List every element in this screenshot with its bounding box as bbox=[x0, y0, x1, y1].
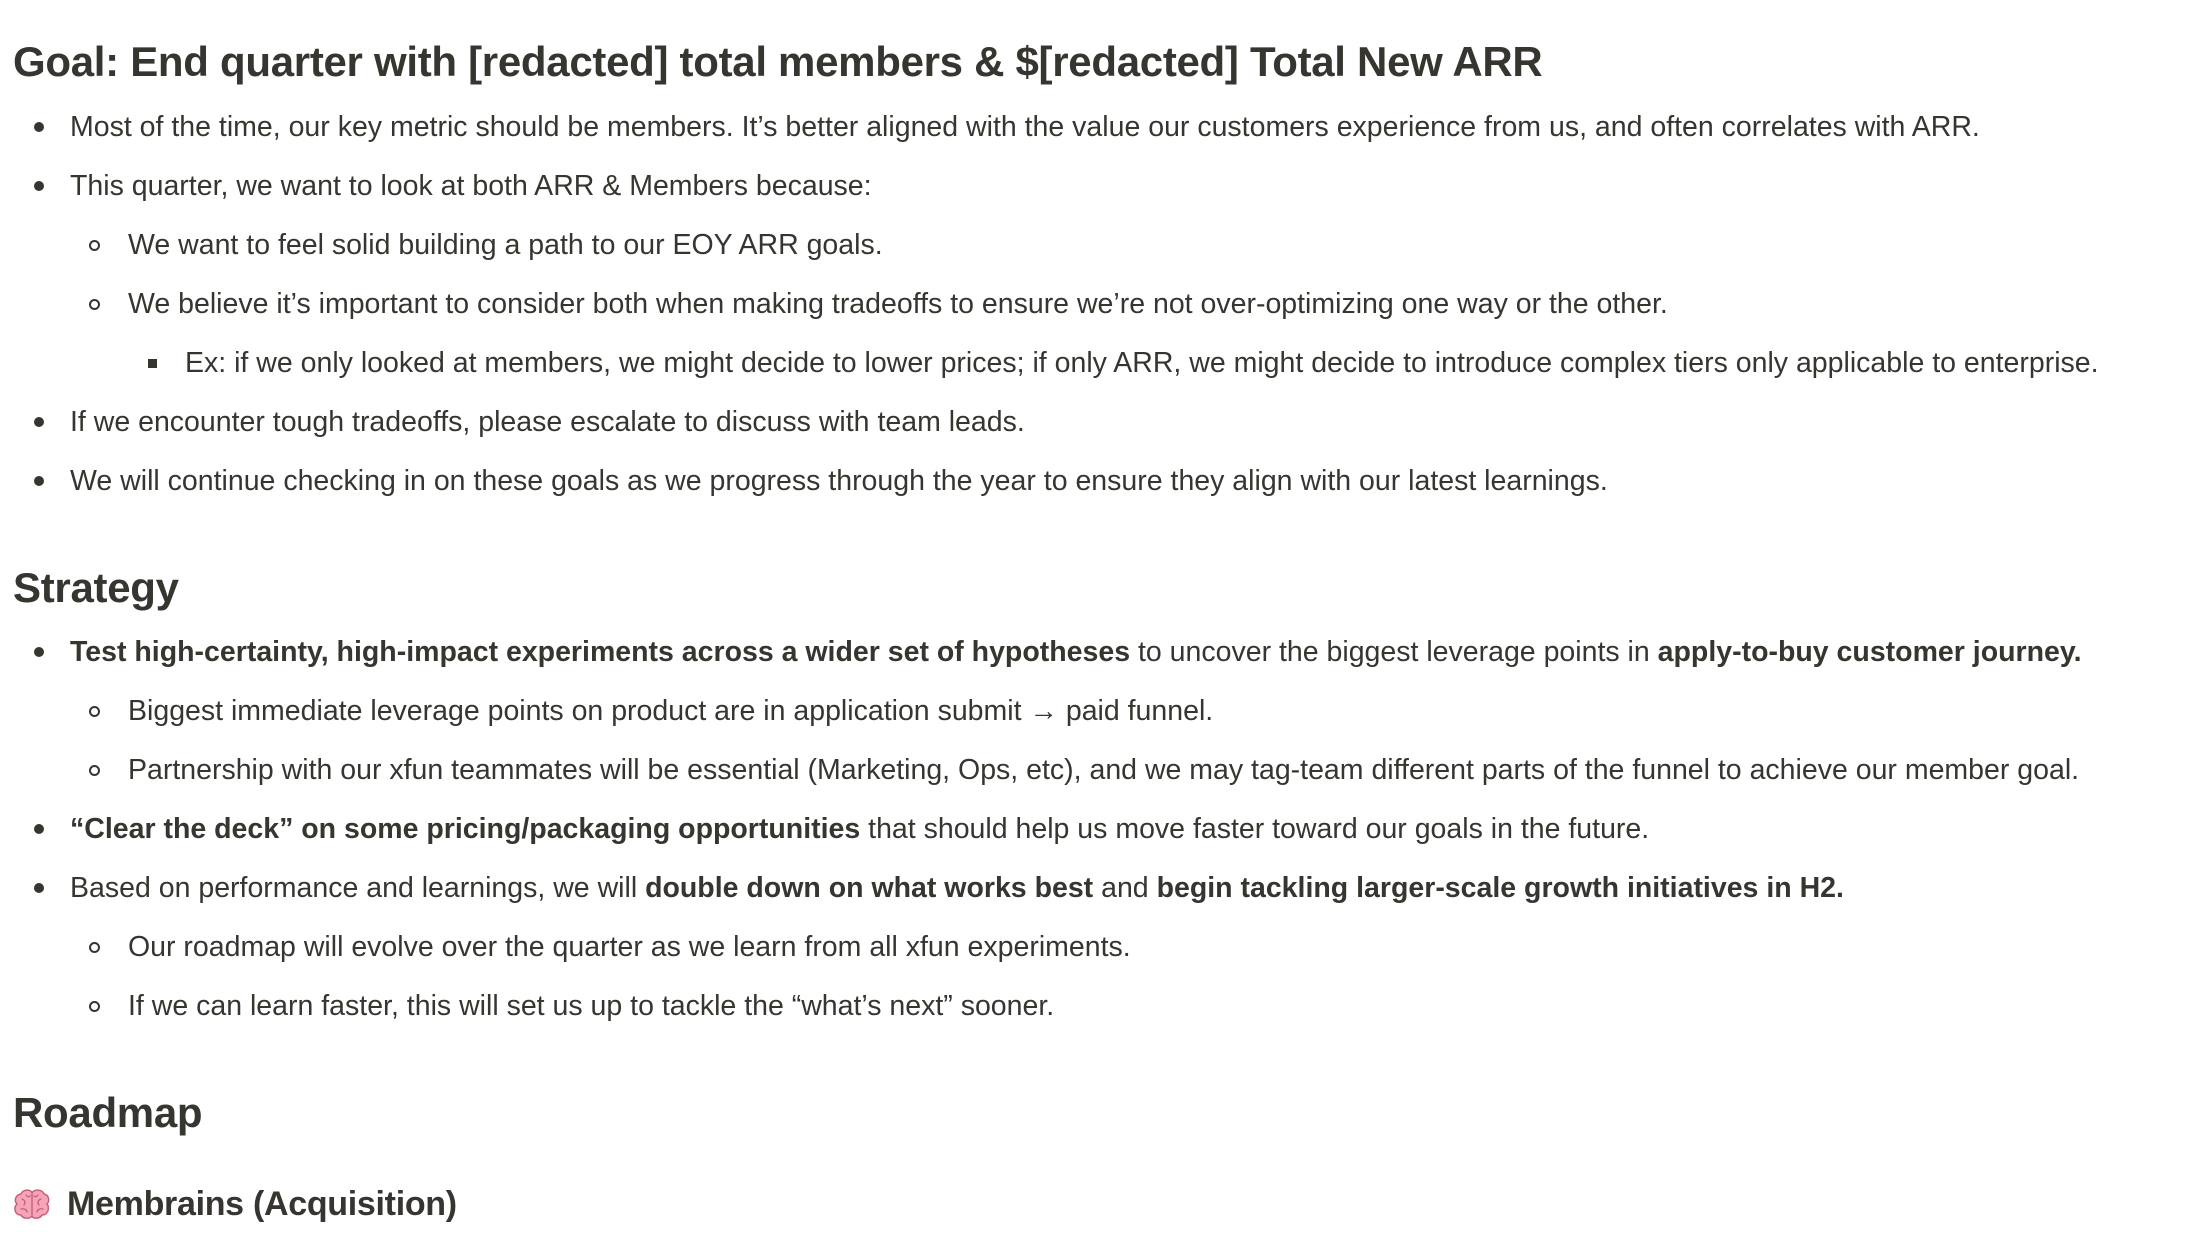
list-item bbox=[0, 691, 1213, 731]
list-item-text: Most of the time, our key metric should be members. It’s better aligned with the value our customers experience from us, and often correlates with ARR. bbox=[70, 111, 1980, 143]
bullet-circle bbox=[84, 750, 104, 790]
list-item bbox=[0, 868, 1844, 908]
membrains-heading bbox=[13, 1180, 457, 1228]
strategy-heading: Strategy bbox=[13, 564, 179, 611]
list-item bbox=[0, 343, 2099, 383]
bullet-disc bbox=[29, 809, 49, 849]
list-item-text: We believe it’s important to consider both when making tradeoffs to ensure we’re not over-optimizing one way or the other. bbox=[128, 288, 1668, 320]
bullet-disc bbox=[29, 107, 49, 147]
bullet-circle bbox=[84, 986, 104, 1026]
plain-text: Based on performance and learnings, we will bbox=[70, 872, 646, 904]
bullet-disc bbox=[29, 166, 49, 206]
list-item bbox=[0, 225, 883, 265]
list-item-text: This quarter, we want to look at both ARR & Members because: bbox=[70, 170, 872, 202]
list-item-text bbox=[70, 813, 1649, 845]
bold-text: Test high-certainty, high-impact experiments across a wider set of hypotheses bbox=[70, 636, 1131, 668]
list-item-text bbox=[70, 872, 1844, 904]
list-item bbox=[0, 166, 872, 206]
list-item-text: Ex: if we only looked at members, we might decide to lower prices; if only ARR, we might decide to introduce complex tiers only applicable to enterprise. bbox=[185, 347, 2099, 379]
list-item bbox=[0, 927, 1131, 967]
list-item-text: Biggest immediate leverage points on product are in application submit → paid funnel. bbox=[128, 695, 1214, 727]
list-item bbox=[0, 107, 1980, 147]
bullet-disc bbox=[29, 632, 49, 672]
bold-text: begin tackling larger-scale growth initiatives in H2. bbox=[1156, 872, 1844, 904]
list-item bbox=[0, 632, 2082, 672]
list-item-text: Our roadmap will evolve over the quarter as we learn from all xfun experiments. bbox=[128, 931, 1131, 963]
bullet-circle bbox=[84, 927, 104, 967]
list-item-text bbox=[70, 636, 2082, 668]
goal-heading: Goal: End quarter with [redacted] total members & $[redacted] Total New ARR bbox=[13, 38, 1543, 85]
list-item-text: If we encounter tough tradeoffs, please escalate to discuss with team leads. bbox=[70, 406, 1025, 438]
list-item bbox=[0, 986, 1054, 1026]
list-item-text: We want to feel solid building a path to our EOY ARR goals. bbox=[128, 229, 883, 261]
bullet-disc bbox=[29, 461, 49, 501]
bold-text: “Clear the deck” on some pricing/packaging opportunities bbox=[70, 813, 861, 845]
plain-text: to uncover the biggest leverage points in bbox=[1130, 636, 1658, 668]
list-item bbox=[0, 809, 1649, 849]
bullet-circle bbox=[84, 284, 104, 324]
sub-heading-text: Membrains (Acquisition) bbox=[67, 1185, 457, 1223]
bold-text: double down on what works best bbox=[645, 872, 1094, 904]
bullet-disc bbox=[29, 402, 49, 442]
list-item bbox=[0, 402, 1025, 442]
bullet-square bbox=[142, 343, 162, 383]
bullet-circle bbox=[84, 225, 104, 265]
list-item-text: Partnership with our xfun teammates will be essential (Marketing, Ops, etc), and we may tag-team different parts of the funnel to achieve our member goal. bbox=[128, 754, 2080, 786]
list-item-text: If we can learn faster, this will set us up to tackle the “what’s next” sooner. bbox=[128, 990, 1055, 1022]
bullet-disc bbox=[29, 868, 49, 908]
list-item-text: We will continue checking in on these goals as we progress through the year to ensure they align with our latest learnings. bbox=[70, 465, 1608, 497]
list-item bbox=[0, 284, 1668, 324]
brain-icon bbox=[13, 1188, 51, 1220]
list-item bbox=[0, 750, 2079, 790]
roadmap-heading: Roadmap bbox=[13, 1089, 203, 1136]
plain-text: and bbox=[1093, 872, 1157, 904]
list-item bbox=[0, 461, 1608, 501]
bold-text: apply-to-buy customer journey. bbox=[1657, 636, 2082, 668]
plain-text: that should help us move faster toward our goals in the future. bbox=[860, 813, 1650, 845]
bullet-circle bbox=[84, 691, 104, 731]
